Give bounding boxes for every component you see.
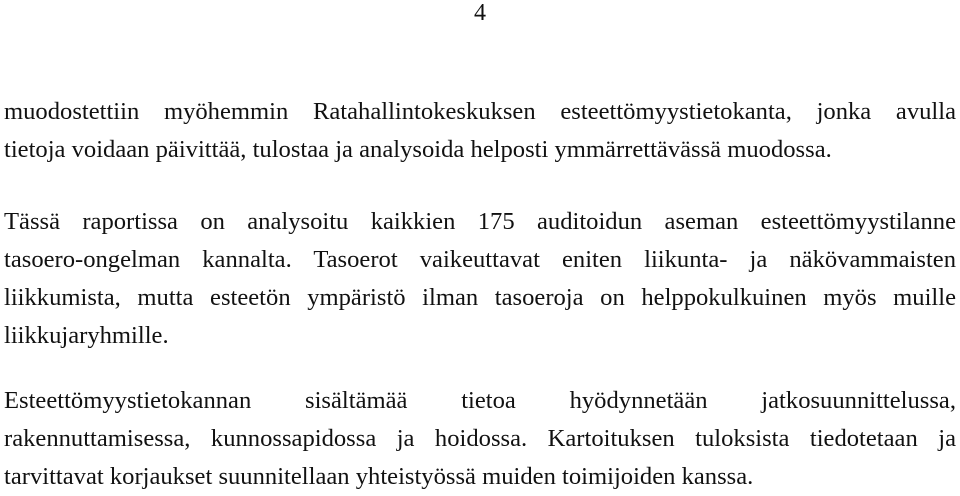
paragraph-2-line-1: Tässä raportissa on analysoitu kaikkien 175 auditoidun aseman esteettömyystilanne	[4, 208, 956, 235]
paragraph-2-line-2: tasoero-ongelman kannalta. Tasoerot vaikeuttavat eniten liikunta- ja näkövammaisten	[4, 246, 956, 273]
paragraph-1-line-1: muodostettiin myöhemmin Ratahallintokeskuksen esteettömyystietokanta, jonka avulla	[4, 98, 956, 125]
paragraph-2-line-3: liikkumista, mutta esteetön ympäristö ilman tasoeroja on helppokulkuinen myös muille	[4, 284, 956, 311]
paragraph-3-line-2: rakennuttamisessa, kunnossapidossa ja hoidossa. Kartoituksen tuloksista tiedotetaan ja	[4, 425, 956, 452]
paragraph-1-line-2: tietoja voidaan päivittää, tulostaa ja analysoida helposti ymmärrettävässä muodossa.	[4, 136, 832, 163]
page-number: 4	[474, 0, 486, 26]
paragraph-3-line-1: Esteettömyystietokannan sisältämää tietoa hyödynnetään jatkosuunnittelussa,	[4, 387, 956, 414]
paragraph-1	[4, 93, 956, 169]
paragraph-2-line-4: liikkujaryhmille.	[4, 322, 169, 349]
paragraph-2	[4, 203, 956, 355]
paragraph-3	[4, 382, 956, 496]
paragraph-3-line-3: tarvittavat korjaukset suunnitellaan yhteistyössä muiden toimijoiden kanssa.	[4, 463, 754, 490]
